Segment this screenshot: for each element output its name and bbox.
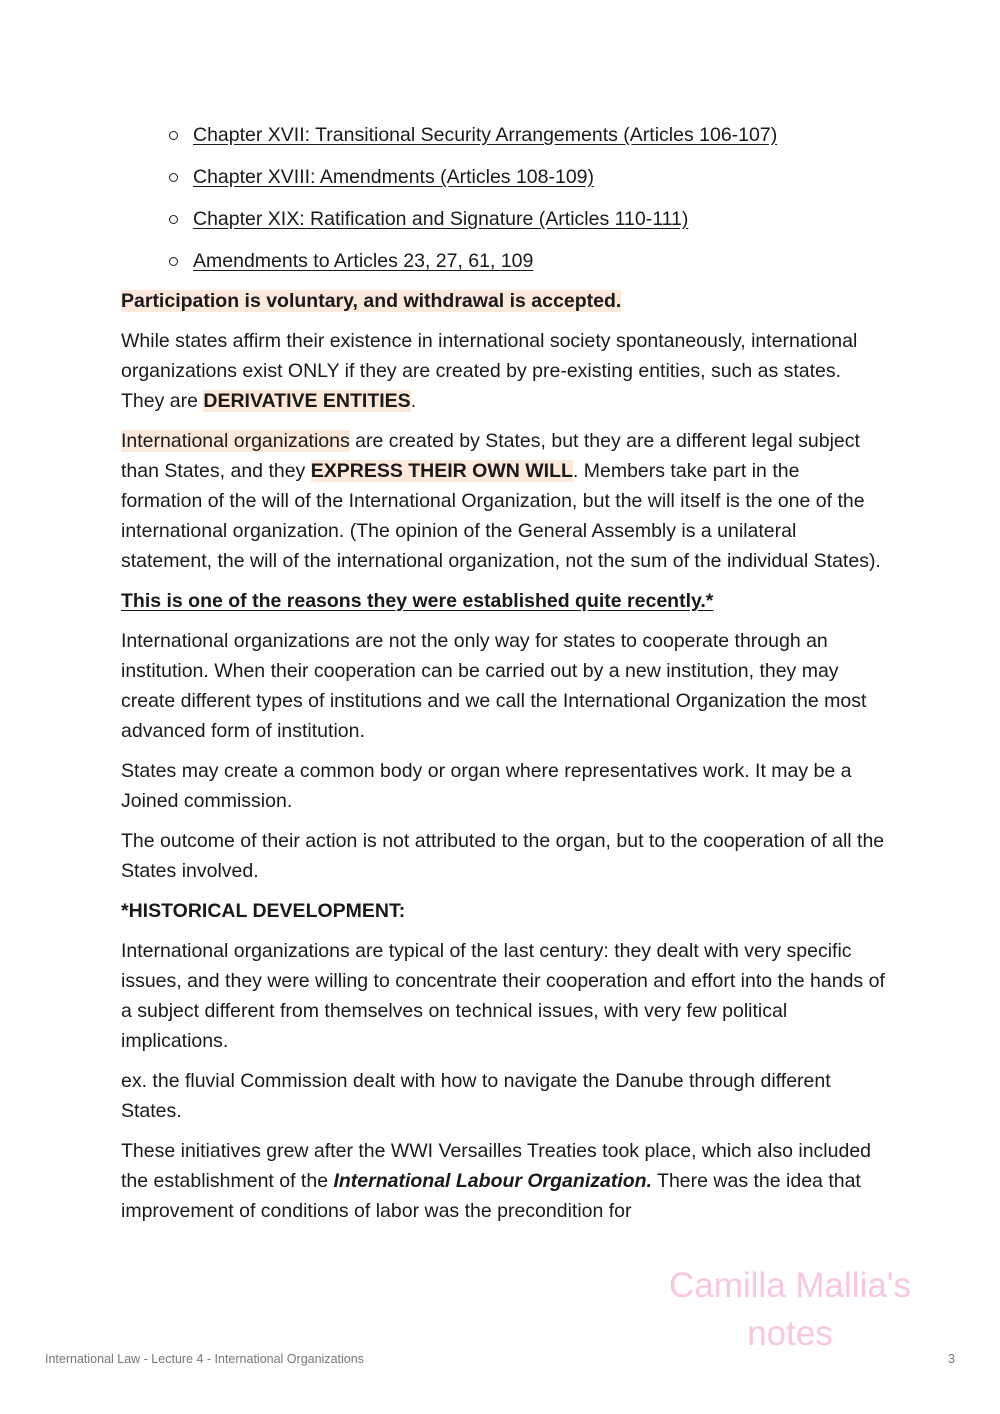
list-item	[169, 202, 886, 244]
page-number: 3	[948, 1352, 955, 1366]
paragraph-text: These initiatives grew after the WWI Versailles Treaties took place, which also included the establishment of the	[121, 1140, 872, 1192]
paragraph-outcome: The outcome of their action is not attributed to the organ, but to the cooperation of all the States involved.	[121, 830, 885, 882]
paragraph-participation	[121, 286, 886, 316]
paragraph-common-body: States may create a common body or organ where representatives work. It may be a Joined commission.	[121, 760, 852, 812]
circle-bullet-icon	[169, 257, 178, 266]
chapter-link[interactable]: Chapter XVIII: Amendments (Articles 108-109)	[193, 166, 595, 188]
chapter-link[interactable]: Chapter XVII: Transitional Security Arrangements (Articles 106-107)	[193, 124, 778, 146]
paragraph-text: are created by States, but they are a different legal subject than States, and they	[121, 430, 860, 482]
underlined-statement: This is one of the reasons they were established quite recently.*	[121, 590, 714, 612]
paragraph-text: While states affirm their existence in international society spontaneously, international organizations exist ONLY if they are created by pre-existing entities, such as states. They are	[121, 330, 858, 412]
paragraph-historical: International organizations are typical of the last century: they dealt with very specific issues, and they were willing to concentrate their cooperation and effort into the hands of a subject different from themselves on technical issues, with very few political implications.	[121, 940, 885, 1052]
section-heading: *HISTORICAL DEVELOPMENT:	[121, 900, 406, 922]
chapter-link[interactable]: Chapter XIX: Ratification and Signature (Articles 110-111)	[193, 208, 689, 230]
list-item	[169, 118, 886, 160]
chapter-list	[121, 118, 886, 286]
paragraph-versailles	[121, 1136, 886, 1226]
footer-title: International Law - Lecture 4 - International Organizations	[45, 1352, 364, 1366]
watermark: Camilla Mallia's notes	[668, 1266, 911, 1353]
paragraph-example: ex. the fluvial Commission dealt with how to navigate the Danube through different States.	[121, 1070, 831, 1122]
circle-bullet-icon	[169, 173, 178, 182]
paragraph-text: .	[410, 390, 417, 412]
highlighted-term: DERIVATIVE ENTITIES	[203, 390, 411, 412]
circle-bullet-icon	[169, 131, 178, 140]
paragraph-text: . Members take part in the formation of the will of the International Organization, but the will itself is the one of the international organization. (The opinion of the General Assembly is a unilateral statement, the will of the international organization, not the sum of the individual States).	[121, 460, 881, 572]
list-item	[169, 160, 886, 202]
highlighted-term: EXPRESS THEIR OWN WILL	[310, 460, 573, 482]
paragraph-reasons	[121, 586, 886, 616]
page-content	[121, 118, 886, 1236]
list-item	[169, 244, 886, 286]
emphasized-term: International Labour Organization.	[333, 1170, 652, 1192]
highlighted-term: International organizations	[121, 430, 350, 452]
paragraph-own-will	[121, 426, 886, 576]
paragraph-institutions: International organizations are not the only way for states to cooperate through an institution. When their cooperation can be carried out by a new institution, they may create different types of institutions and we call the International Organization the most advanced form of institution.	[121, 630, 867, 742]
highlighted-statement: Participation is voluntary, and withdrawal is accepted.	[121, 290, 622, 312]
paragraph-text: There was the idea that improvement of conditions of labor was the precondition for	[121, 1170, 861, 1222]
paragraph-derivative-entities	[121, 326, 886, 416]
amendments-link[interactable]: Amendments to Articles 23, 27, 61, 109	[193, 250, 534, 272]
circle-bullet-icon	[169, 215, 178, 224]
